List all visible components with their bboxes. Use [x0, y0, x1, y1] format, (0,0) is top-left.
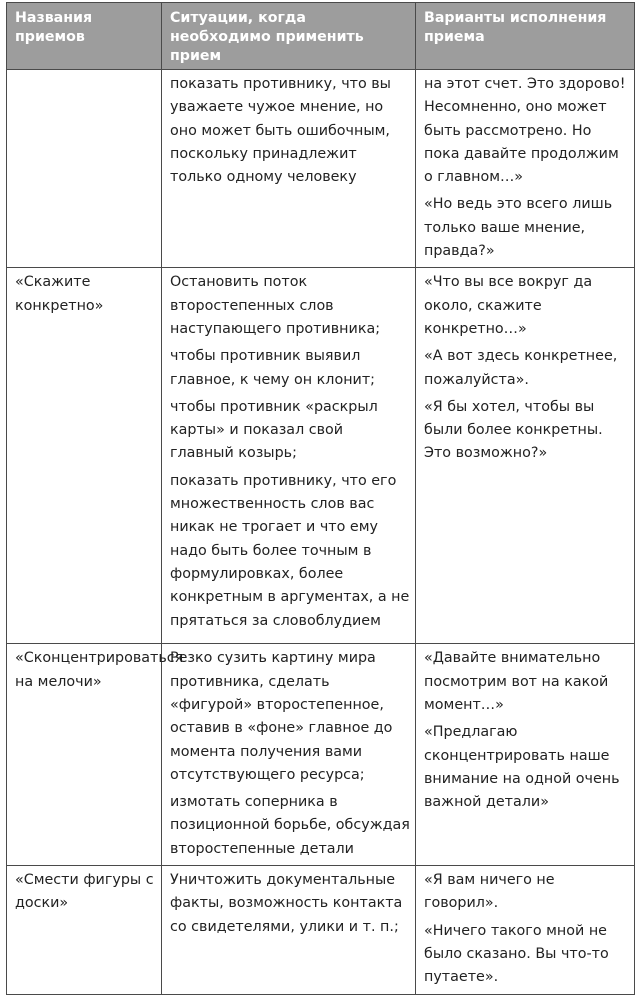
situation-text: чтобы противник «раскрыл карты» и показал свой главный козырь;: [170, 398, 378, 462]
variant-text: «Я вам ничего не говорил».: [424, 872, 555, 912]
techniques-table: [6, 2, 635, 995]
variant-text: «Давайте внимательно посмотрим вот на какой момент…»: [424, 650, 609, 713]
table-row: [7, 866, 635, 994]
situation-text: Резко сузить картину мира противника, сделать «фигурой» второстепенное, оставив в «фоне» главное до момента получения вами отсутствующего ресурса;: [170, 650, 393, 783]
table-row: [7, 644, 635, 866]
cell-variants: [416, 866, 635, 994]
header-variants: Варианты исполнения приема: [416, 3, 635, 70]
variant-text: «А вот здесь конкретнее, пожалуйста».: [424, 348, 618, 388]
cell-situations: [162, 866, 416, 994]
cell-technique-name: «Сконцентрироваться на мелочи»: [7, 644, 162, 866]
cell-technique-name: «Скажите конкретно»: [7, 268, 162, 644]
header-technique-name: Названия приемов: [7, 3, 162, 70]
variant-text: «Я бы хотел, чтобы вы были более конкретны. Это возможно?»: [424, 398, 603, 462]
situation-text: измотать соперника в позиционной борьбе, обсуждая второстепенные детали: [170, 794, 410, 857]
table-row: [7, 70, 635, 268]
cell-situations: [162, 268, 416, 644]
table-row: [7, 268, 635, 644]
cell-situations: [162, 644, 416, 866]
variant-text: «Что вы все вокруг да около, скажите конкретно…»: [424, 274, 593, 337]
cell-variants: [416, 268, 635, 644]
table-header-row: [7, 3, 635, 70]
situation-text: Уничтожить документальные факты, возможность контакта со свидетелями, улики и т. п.;: [170, 872, 403, 935]
variant-text: «Но ведь это всего лишь только ваше мнение, правда?»: [424, 196, 613, 260]
situation-text: чтобы противник выявил главное, к чему он клонит;: [170, 348, 375, 388]
situation-text: Остановить поток второстепенных слов наступающего противника;: [170, 274, 381, 337]
situation-text: показать противнику, что его множественность слов вас никак не трогает и что ему надо быть более точным в формулировках, более конкретным в аргументах, а не прятаться за словоблудием: [170, 472, 410, 629]
variant-text: «Предлагаю сконцентрировать наше внимание на одной очень важной детали»: [424, 724, 620, 811]
cell-variants: [416, 70, 635, 268]
cell-situations: [162, 70, 416, 268]
situation-text: показать противнику, что вы уважаете чужое мнение, но оно может быть ошибочным, поскольку принадлежит только одному человеку: [170, 76, 391, 186]
cell-variants: [416, 644, 635, 866]
cell-technique-name: [7, 70, 162, 268]
header-situations: Ситуации, когда необходимо применить прием: [162, 3, 416, 70]
variant-text: на этот счет. Это здорово! Несомненно, оно может быть рассмотрено. Но пока давайте продолжим о главном…»: [424, 76, 626, 186]
variant-text: «Ничего такого мной не было сказано. Вы что-то путаете».: [424, 922, 609, 986]
cell-technique-name: «Смести фигуры с доски»: [7, 866, 162, 994]
